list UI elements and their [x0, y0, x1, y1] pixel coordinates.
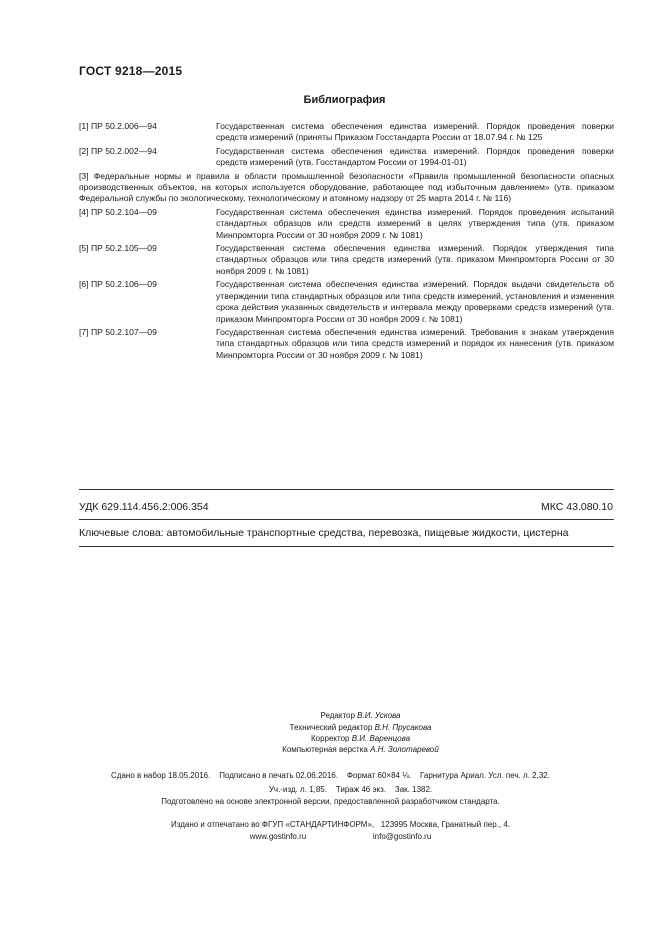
- imprint-print-details: Сдано в набор 18.05.2016. Подписано в печать 02.06.2016. Формат 60×84 ⅛. Гарнитура Ариал. Усл. печ. л. 2,32.: [111, 771, 550, 780]
- mks-code: МКС 43.080.10: [541, 501, 613, 513]
- bibliography-list: [79, 121, 614, 363]
- entry-text: Государственная система обеспечения единства измерений. Порядок проведения поверки средств измерений (приняты Приказом Госстандарта России от 18.07.94 г. № 125: [216, 121, 614, 143]
- entry-ref: [1] ПР 50.2.006—94: [79, 121, 157, 131]
- entry-text: [3] Федеральные нормы и правила в области промышленной безопасности «Правила промышленной безопасности опасных производственных объектов, на которых используется оборудование, работающее под избыточным давлением» (утв. приказом Федеральной службы по экологическому, технологическому и атомному надзору от 25 марта 2014 г. № 116): [79, 170, 614, 204]
- divider-middle: [79, 519, 614, 520]
- imprint-layout: [0, 744, 661, 756]
- bibliography-entry-7: [79, 327, 614, 361]
- tech-editor-name: В.Н. Прусакова: [374, 723, 432, 732]
- entry-text: Государственная система обеспечения единства измерений. Порядок утверждения типа стандартных образцов или типа средств измерений (утв. приказом Минпромторга России от 30 ноября 2009 г. № 1081): [216, 243, 614, 276]
- corrector-label: Корректор: [310, 734, 350, 743]
- bibliography-title: Библиография: [303, 94, 386, 106]
- entry-ref: [5] ПР 50.2.105—09: [79, 243, 157, 254]
- keywords: Ключевые слова: автомобильные транспортные средства, перевозка, пищевые жидкости, цистерна: [79, 527, 569, 539]
- divider-top: [79, 489, 614, 490]
- imprint-print-volume: Уч.-изд. л. 1,85. Тираж 46 экз. Зак. 1382.: [268, 785, 433, 794]
- bibliography-entry-6: [79, 279, 614, 325]
- entry-text: Государственная система обеспечения единства измерений. Порядок выдачи свидетельств об утверждении типа стандартных образцов или типа средств измерений, установления и изменения срока действия указанных свидетельств и интервала между проверками средств измерений (утв. приказом Минпромторга России от 30 ноября 2009 г. № 1081): [216, 279, 614, 324]
- editor-name: В.И. Ускова: [357, 711, 401, 720]
- bibliography-entry-5: [79, 243, 614, 277]
- divider-bottom: [79, 546, 614, 547]
- entry-ref: [2] ПР 50.2.002—94: [79, 145, 157, 156]
- bibliography-entry-2: [79, 146, 614, 169]
- imprint-publisher: Издано и отпечатано во ФГУП «СТАНДАРТИНФОРМ», 123995 Москва, Гранатный пер., 4.: [170, 820, 511, 829]
- publisher-website-link[interactable]: www.gostinfo.ru: [249, 832, 307, 841]
- document-code: ГОСТ 9218—2015: [79, 64, 183, 78]
- layout-label: Компьютерная верстка: [282, 745, 368, 754]
- bibliography-entry-3: [79, 171, 614, 205]
- tech-editor-label: Технический редактор: [289, 723, 373, 732]
- layout-name: А.Н. Золотаревой: [370, 745, 439, 754]
- entry-text: Государственная система обеспечения единства измерений. Порядок проведения испытаний стандартных образцов или средств измерений в целях утверждения типа (утв. приказом Минпромторга России от 30 ноября 2009 г. № 1081): [216, 206, 614, 240]
- entry-ref: [6] ПР 50.2.106—09: [79, 279, 157, 290]
- bibliography-entry-4: [79, 207, 614, 241]
- editor-label: Редактор: [320, 711, 355, 720]
- entry-text: Государственная система обеспечения единства измерений. Требования к знакам утверждения типа стандартных образцов или типа средств измерений и порядок их нанесения (утв. приказом Минпромторга России от 30 ноября 2009 г. № 1081): [216, 326, 614, 360]
- imprint-contacts: [0, 831, 661, 843]
- corrector-name: В.И. Варенцова: [351, 734, 411, 743]
- entry-ref: [4] ПР 50.2.104—09: [79, 206, 157, 217]
- entry-text: Государственная система обеспечения единства измерений. Порядок проведения поверки средств измерений (утв. Госстандартом России от 1994-01-01): [216, 145, 614, 168]
- bibliography-entry-1: [79, 121, 614, 144]
- udk-code: УДК 629.114.456.2:006.354: [79, 501, 209, 513]
- imprint-editor: [0, 710, 661, 722]
- imprint-source-note: Подготовлено на основе электронной версии, предоставленной разработчиком стандарта.: [161, 797, 500, 806]
- publisher-email-link[interactable]: info@gostinfo.ru: [372, 832, 432, 841]
- entry-ref: [7] ПР 50.2.107—09: [79, 326, 157, 337]
